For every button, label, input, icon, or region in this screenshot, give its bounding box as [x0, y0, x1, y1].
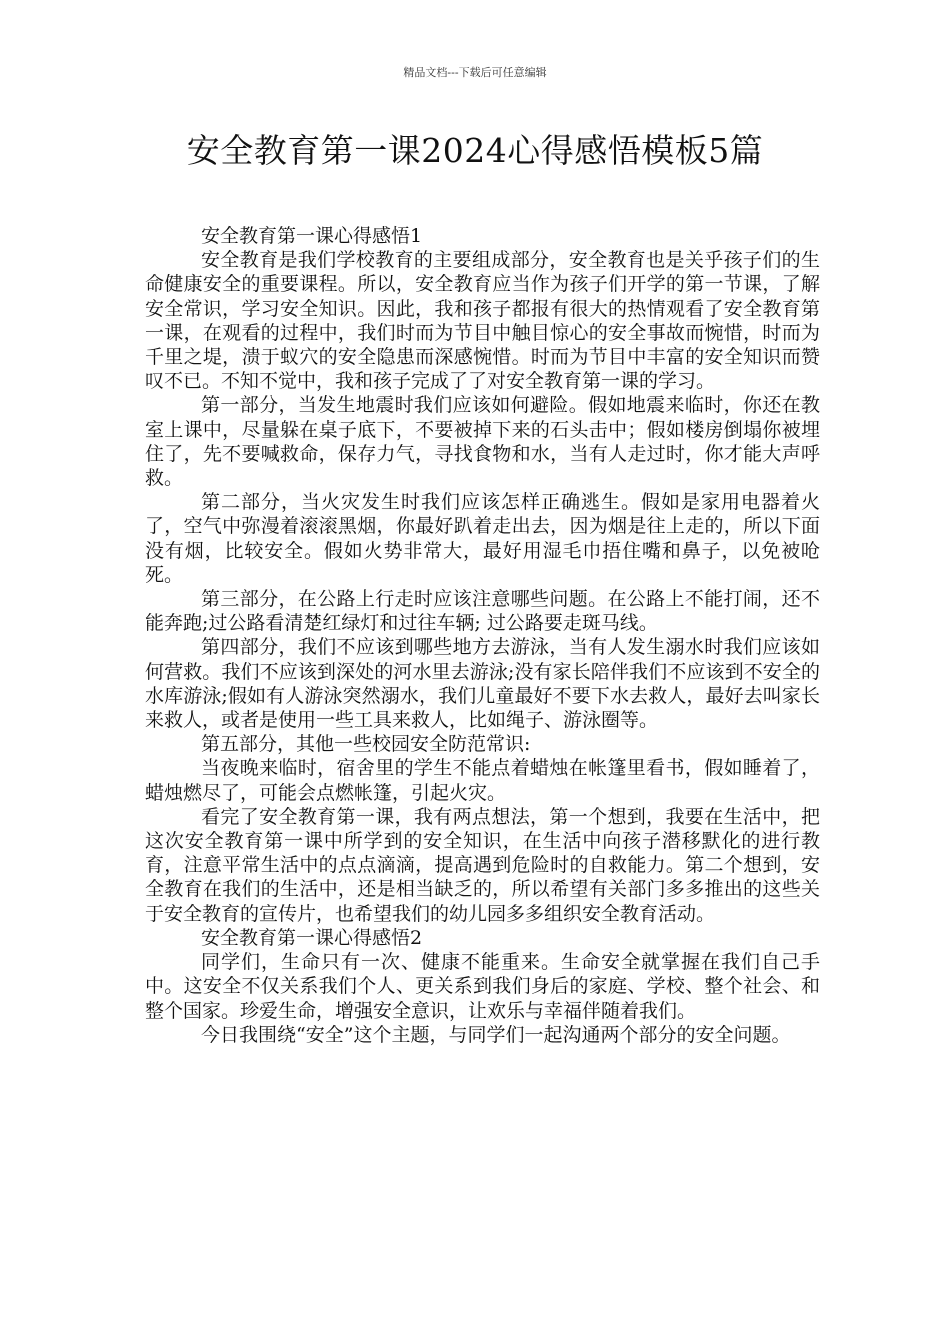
- paragraph: 第五部分，其他一些校园安全防范常识:: [201, 733, 531, 756]
- section-heading-2: 安全教育第一课心得感悟2: [201, 926, 423, 949]
- paragraph: 第三部分，在公路上行走时应该注意哪些问题。在公路上不能打闹，还不能奔跑;过公路看清楚红绿灯和过往车辆; 过公路要走斑马线。: [145, 588, 820, 635]
- paragraph: 看完了安全教育第一课，我有两点想法，第一个想到，我要在生活中，把这次安全教育第一课中所学到的安全知识，在生活中向孩子潜移默化的进行教育，注意平常生活中的点点滴滴，提高遇到危险时的自救能力。第二个想到，安全教育在我们的生活中，还是相当缺乏的，所以希望有关部门多多推出的这些关于安全教育的宣传片，也希望我们的幼儿园多多组织安全教育活动。: [145, 805, 820, 925]
- paragraph: 第一部分，当发生地震时我们应该如何避险。假如地震来临时，你还在教室上课中，尽量躲在桌子底下，不要被掉下来的石头击中；假如楼房倒塌你被埋住了，先不要喊救命，保存力气，寻找食物和水，当有人走过时，你才能大声呼救。: [145, 394, 820, 490]
- paragraph: 当夜晚来临时，宿舍里的学生不能点着蜡烛在帐篷里看书，假如睡着了，蜡烛燃尽了，可能会点燃帐篷，引起火灾。: [145, 757, 820, 804]
- paragraph: 今日我围绕“安全”这个主题，与同学们一起沟通两个部分的安全问题。: [201, 1023, 791, 1046]
- document-body: [145, 224, 820, 1047]
- page-header: 精品文档---下载后可任意编辑: [403, 66, 547, 79]
- paragraph: 安全教育是我们学校教育的主要组成部分，安全教育也是关乎孩子们的生命健康安全的重要课程。所以，安全教育应当作为孩子们开学的第一节课，了解安全常识，学习安全知识。因此，我和孩子都报有很大的热情观看了安全教育第一课，在观看的过程中，我们时而为节目中触目惊心的安全事故而惋惜，时而为千里之堤，溃于蚁穴的安全隐患而深感惋惜。时而为节目中丰富的安全知识而赞叹不已。不知不觉中，我和孩子完成了了对安全教育第一课的学习。: [145, 249, 820, 393]
- document-title: 安全教育第一课2024心得感悟模板5篇: [186, 131, 764, 170]
- paragraph: 第四部分，我们不应该到哪些地方去游泳，当有人发生溺水时我们应该如何营救。我们不应该到深处的河水里去游泳;没有家长陪伴我们不应该到不安全的水库游泳;假如有人游泳突然溺水，我们儿童最好不要下水去救人，最好去叫家长来救人，或者是使用一些工具来救人，比如绳子、游泳圈等。: [145, 636, 820, 732]
- section-heading-1: 安全教育第一课心得感悟1: [201, 225, 423, 247]
- paragraph: 第二部分，当火灾发生时我们应该怎样正确逃生。假如是家用电器着火了，空气中弥漫着滚滚黑烟，你最好趴着走出去，因为烟是往上走的，所以下面没有烟，比较安全。假如火势非常大，最好用湿毛巾捂住嘴和鼻子，以免被呛死。: [145, 491, 820, 586]
- paragraph: 同学们，生命只有一次、健康不能重来。生命安全就掌握在我们自己手中。这安全不仅关系我们个人、更关系到我们身后的家庭、学校、整个社会、和整个国家。珍爱生命，增强安全意识，让欢乐与幸福伴随着我们。: [145, 951, 820, 1022]
